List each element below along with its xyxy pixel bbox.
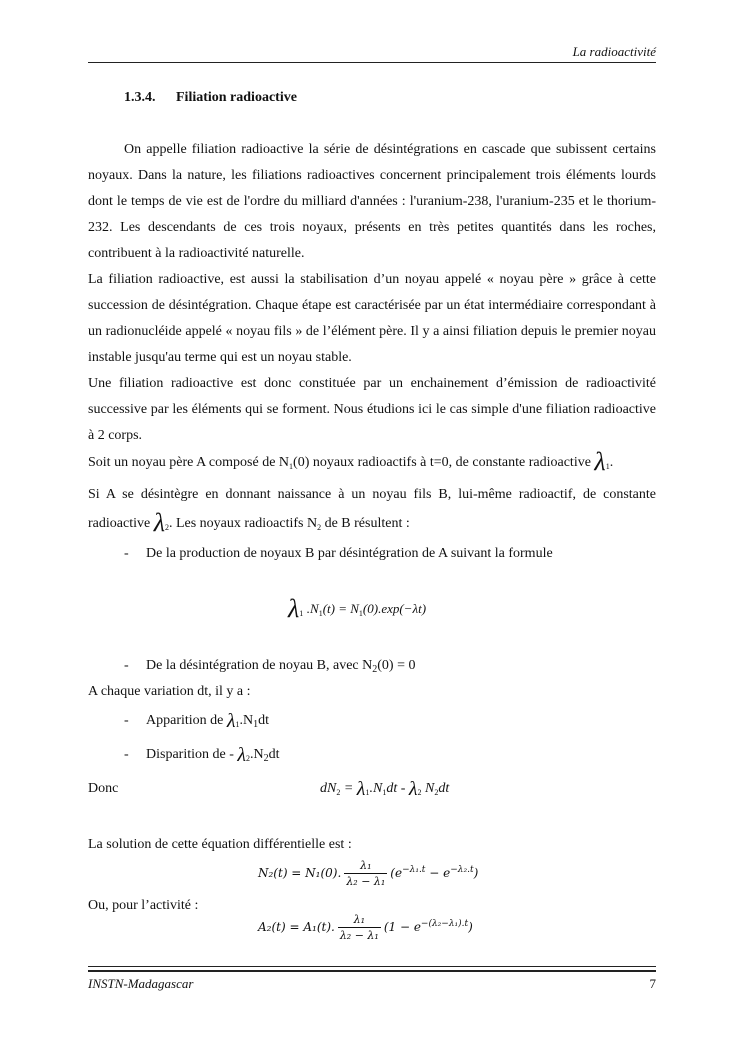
n2-rhs: (e — [390, 866, 403, 880]
donc-eq-e-sub: 2 — [434, 788, 439, 797]
lambda2-sub: 2 — [164, 523, 169, 532]
si-line: Si A se désintègre en donnant naissance à un noyau fils B, lui-même radioactif, de constante — [88, 487, 656, 502]
donc-equation — [320, 778, 450, 800]
body-text — [88, 137, 656, 449]
a2-rhs: (1 − e — [383, 920, 421, 934]
footer-rule — [88, 966, 656, 972]
bullet4-sub: 2 — [263, 753, 269, 764]
bullet-text: De la désintégration de noyau B, avec N — [146, 658, 373, 673]
soit-sub: 1 — [289, 462, 294, 471]
formula1-sub-b: 1 — [358, 609, 363, 618]
bullet-dash: - — [124, 747, 129, 762]
bullet-text: Apparition de — [146, 713, 224, 728]
bullet4-after: .N — [250, 747, 264, 762]
bullet3-sub: 1 — [253, 719, 259, 730]
formula1-part-c: (0).exp(−λt) — [362, 601, 427, 616]
n2-fraction — [344, 859, 387, 888]
donc-eq-b: = — [340, 781, 357, 796]
bullet-dash: - — [124, 658, 129, 673]
section-title: Filiation radioactive — [176, 90, 297, 105]
soit-text-b: (0) noyaux radioactifs à t=0, de constante radioactive — [293, 455, 591, 470]
n2-exp1: −λ₁.t — [402, 865, 426, 875]
formula1-lambda: λ — [288, 594, 300, 623]
a2-numerator: λ₁ — [338, 913, 381, 928]
n2-denominator: λ₂ − λ₁ — [346, 875, 386, 888]
radioactive-text: radioactive — [88, 516, 151, 531]
n2-exp2: −λ₂.t — [450, 865, 474, 875]
variation-line: A chaque variation dt, il y a : — [88, 684, 251, 699]
paragraph-enchainement: Une filiation radioactive est donc constituée par un enchainement d’émission de radioactivité successive par les éléments qui se forment. Nous étudions ici le cas simple d'une filiation radioactive à 2 corps. — [88, 376, 656, 443]
lambda1-symbol: λ — [594, 447, 606, 476]
bullet3-lambda: λ — [226, 710, 236, 732]
donc-eq-c-sub: 1 — [382, 788, 387, 797]
footer-institution: INSTN-Madagascar — [88, 976, 194, 991]
soit-end: . — [609, 455, 614, 470]
a2-fraction — [338, 913, 381, 942]
formula1-sub-a: 1 — [318, 609, 323, 618]
formula-production — [288, 594, 427, 623]
header-rule — [88, 62, 656, 63]
donc-eq-f: dt — [438, 781, 450, 796]
bullet-after: (0) = 0 — [377, 658, 416, 673]
donc-lambda1: λ — [356, 778, 366, 800]
donc-eq-e: N — [421, 781, 435, 796]
n2-mid: − e — [425, 866, 451, 880]
bullet3-lambda-sub: 1 — [235, 720, 240, 729]
radioactive-after: de B résultent : — [321, 516, 410, 531]
a2-exp: −(λ₂−λ₁).t — [420, 919, 469, 929]
formula1-part-b: (t) = N — [322, 601, 359, 616]
donc-lambda2-sub: 2 — [417, 788, 422, 797]
solution-line: La solution de cette équation différentielle est : — [88, 837, 352, 852]
bullet-text: Disparition de - — [146, 747, 234, 762]
bullet-dash: - — [124, 546, 129, 561]
donc-eq-c: .N — [369, 781, 383, 796]
lambda2-symbol: λ — [153, 508, 165, 537]
bullet4-end: dt — [268, 747, 280, 762]
section-heading — [124, 90, 297, 106]
section-number: 1.3.4. — [124, 90, 156, 105]
radioactive-mid: . Les noyaux radioactifs N — [168, 516, 318, 531]
bullet-sub: 2 — [372, 664, 378, 675]
donc-lambda1-sub: 1 — [365, 788, 370, 797]
bullet-dash: - — [124, 713, 129, 728]
n2-lhs: N₂(t) = N₁(0). — [258, 866, 342, 880]
radioactive-sub: 2 — [317, 523, 322, 532]
radioactive-line — [88, 508, 656, 537]
soit-line — [88, 447, 656, 476]
donc-lambda2: λ — [408, 778, 418, 800]
bullet-disparition — [124, 744, 280, 766]
running-header: La radioactivité — [572, 44, 656, 59]
paragraph-intro: On appelle filiation radioactive la série de désintégrations en cascade que subissent certains noyaux. Dans la nature, les filiations radioactives concernent principalement trois éléments lourds dont le temps de vie est de l'ordre du milliard d'années : l'uranium-238, l'uranium-235 et le thorium-232. Les descendants de ces trois noyaux, présents en très petites quantités dans les roches, contribuent à la radioactivité naturelle. — [88, 142, 656, 261]
bullet-apparition — [124, 710, 270, 732]
donc-label: Donc — [88, 781, 119, 796]
n2-close: ) — [473, 866, 479, 880]
a2-denominator: λ₂ − λ₁ — [339, 929, 379, 942]
paragraph-stabilisation: La filiation radioactive, est aussi la stabilisation d’un noyau appelé « noyau père » grâce à cette succession de désintégration. Chaque étape est caractérisée par un état intermédiaire correspondant à un radionucléide appelé « noyau fils » de l’élément père. Il y a ainsi filiation depuis le premier noyau instable jusqu'au terme qui est un noyau stable. — [88, 272, 656, 365]
formula-a2 — [258, 913, 473, 942]
formula1-part-a: .N — [306, 601, 319, 616]
bullet4-lambda-sub: 2 — [246, 754, 251, 763]
bullet3-after: .N — [239, 713, 254, 728]
a2-lhs: A₂(t) = A₁(t). — [258, 920, 335, 934]
activity-line: Ou, pour l’activité : — [88, 898, 199, 913]
donc-eq-d: dt - — [386, 781, 409, 796]
n2-numerator: λ₁ — [344, 859, 387, 874]
bullet3-end: dt — [258, 713, 270, 728]
formula-n2 — [258, 859, 478, 888]
page-number: 7 — [649, 976, 656, 991]
bullet-production — [124, 546, 553, 562]
lambda1-sub: 1 — [605, 462, 610, 471]
soit-text-a: Soit un noyau père A composé de N — [88, 455, 290, 470]
donc-eq-a: dN — [320, 781, 337, 796]
bullet-text: De la production de noyaux B par désintégration de A suivant la formule — [146, 546, 553, 561]
bullet4-lambda: λ — [237, 744, 247, 766]
a2-close: ) — [468, 920, 473, 934]
formula1-lambda-sub: 1 — [299, 609, 304, 618]
donc-eq-a-sub: 2 — [336, 788, 341, 797]
bullet-desintegration — [124, 658, 416, 675]
